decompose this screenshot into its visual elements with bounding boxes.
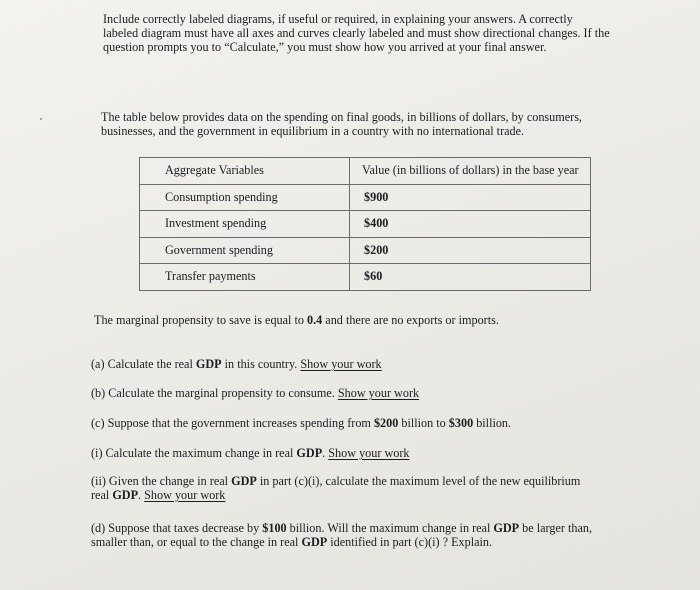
question-a: (a) Calculate the real GDP in this country. Show your work [91,357,382,371]
instructions-line-1: Include correctly labeled diagrams, if useful or required, in explaining your answers. A correctly [103,12,573,26]
mps-statement: The marginal propensity to save is equal to 0.4 and there are no exports or imports. [94,313,499,327]
question-c: (c) Suppose that the government increases spending from $200 billion to $300 billion. [91,416,512,430]
table-header-row [140,158,591,185]
row-value: $60 [350,264,591,291]
table-row [140,211,591,238]
table-row [140,237,591,264]
table-intro-paragraph [101,110,631,138]
show-work-cii: Show your work [144,488,226,502]
row-value: $200 [350,237,591,264]
row-label: Consumption spending [140,184,350,211]
header-value: Value (in billions of dollars) in the base year [350,158,591,185]
question-c-i: (i) Calculate the maximum change in real GDP. Show your work [91,446,410,460]
row-value: $400 [350,211,591,238]
paper-speck [40,118,42,120]
row-value: $900 [350,184,591,211]
question-c-ii: (ii) Given the change in real GDP in part (c)(i), calculate the maximum level of the new equilibrium real GDP. Show your work [91,474,581,502]
question-d: (d) Suppose that taxes decrease by $100 billion. Will the maximum change in real GDP be larger than, smaller than, or equal to the change in real GDP identified in part (c)(i) ? Explain. [91,521,592,549]
spending-table [139,157,591,291]
instructions-paragraph [103,12,633,54]
show-work-ci: Show your work [328,446,410,460]
table-intro-line-2: businesses, and the government in equilibrium in a country with no international trade. [101,124,525,138]
table-intro-line-1: The table below provides data on the spending on final goods, in billions of dollars, by consumers, [101,110,582,124]
mps-value: 0.4 [307,313,323,327]
table-row [140,184,591,211]
instructions-line-2: labeled diagram must have all axes and curves clearly labeled and must show directional changes. If the [103,26,610,40]
instructions-line-3: question prompts you to “Calculate,” you must show how you arrived at your final answer. [103,40,547,54]
header-aggregate-variables: Aggregate Variables [140,158,350,185]
row-label: Transfer payments [140,264,350,291]
row-label: Investment spending [140,211,350,238]
question-b: (b) Calculate the marginal propensity to consume. Show your work [91,386,420,400]
row-label: Government spending [140,237,350,264]
table-row [140,264,591,291]
show-work-a: Show your work [300,357,382,371]
show-work-b: Show your work [337,386,420,400]
